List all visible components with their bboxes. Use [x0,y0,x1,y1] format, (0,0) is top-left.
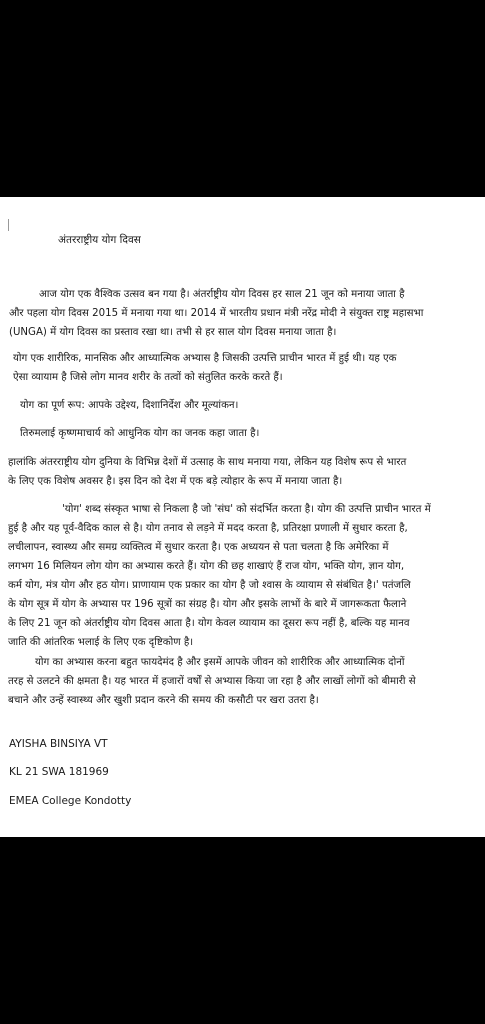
document-page [0,197,485,837]
paragraph-benefits [8,653,416,710]
paragraph-line: 'योग' शब्द संस्कृत भाषा से निकला है जो 'संघ' को संदर्भित करता है। योग की उत्पत्ति प्राचीन भारत में [62,504,431,515]
paragraph-line: के लिए एक विशेष अवसर है। इस दिन को देश में एक बड़े त्योहार के रूप में मनाया जाता है। [8,476,343,487]
register-number: KL 21 SWA 181969 [9,766,109,778]
author-name: AYISHA BINSIYA VT [9,738,108,750]
paragraph-line: हुई है और यह पूर्व-वैदिक काल से है। योग तनाव से लड़ने में मदद करता है, प्रतिरक्षा प्रणाली में सुधार करता है, [8,523,408,534]
paragraph-line: बचाने और उन्हें स्वास्थ्य और खुशी प्रदान करने की समय की कसौटी पर खरा उतरा है। [8,695,319,706]
paragraph-intro [9,285,423,342]
paragraph-line: (UNGA) में योग दिवस का प्रस्ताव रखा था। तभी से हर साल योग दिवस मनाया जाता है। [9,327,337,338]
paragraph-line: लचीलापन, स्वास्थ्य और समग्र व्यक्तित्व में सुधार करता है। एक अध्ययन से पता चलता है कि अमेरिका में [8,542,389,553]
paragraph-line: और पहला योग दिवस 2015 में मनाया गया था। 2014 में भारतीय प्रधान मंत्री नरेंद्र मोदी ने संयुक्त राष्ट्र महासभा [9,308,424,319]
paragraph-full-form [20,396,238,415]
paragraph-celebration [8,453,406,491]
paragraph-line: के लिए 21 जून को अंतर्राष्ट्रीय योग दिवस आता है। योग केवल व्यायाम का दूसरा रूप नहीं है, बल्कि यह मानव [8,618,410,629]
paragraph-line: हालांकि अंतरराष्ट्रीय योग दुनिया के विभिन्न देशों में उत्साह के साथ मनाया गया, लेकिन यह विशेष रूप से भारत [8,457,407,468]
paragraph-line: जाति की आंतरिक भलाई के लिए एक दृष्टिकोण है। [8,637,194,648]
paragraph-line: आज योग एक वैश्विक उत्सव बन गया है। अंतर्राष्ट्रीय योग दिवस हर साल 21 जून को मनाया जाता है [39,289,405,300]
paragraph-line: तिरुमलाई कृष्णमाचार्य को आधुनिक योग का जनक कहा जाता है। [20,428,260,439]
paragraph-line: योग का अभ्यास करना बहुत फायदेमंद है और इसमें आपके जीवन को शारीरिक और आध्यात्मिक दोनों [35,657,405,668]
paragraph-line: योग का पूर्ण रूप: आपके उद्देश्य, दिशानिर्देश और मूल्यांकन। [20,400,239,411]
paragraph-line: ऐसा व्यायाम है जिसे लोग मानव शरीर के तत्वों को संतुलित करके करते हैं। [13,372,283,383]
paragraph-origin [8,500,431,652]
college-name: EMEA College Kondotty [9,795,132,807]
paragraph-line: तरह से उलटने की क्षमता है। यह भारत में हजारों वर्षों से अभ्यास किया जा रहा है और लाखों लोगों को बीमारी से [8,676,416,687]
paragraph-line: कर्म योग, मंत्र योग और हठ योग। प्राणायाम एक प्रकार का योग है जो श्वास के व्यायाम से संबंधित है।' पतंजलि [8,580,411,591]
paragraph-definition [13,349,396,387]
paragraph-line: के योग सूत्र में योग के अभ्यास पर 196 सूत्रों का संग्रह है। योग और इसके लाभों के बारे में जागरूकता फैलाने [8,599,407,610]
document-title: अंतरराष्ट्रीय योग दिवस [58,234,141,246]
paragraph-father-of-yoga [20,424,259,443]
paragraph-line: योग एक शारीरिक, मानसिक और आध्यात्मिक अभ्यास है जिसकी उत्पत्ति प्राचीन भारत में हुई थी। यह एक [13,353,397,364]
text-cursor [8,219,9,231]
paragraph-line: लगभग 16 मिलियन लोग योग का अभ्यास करते हैं। योग की छह शाखाएं हैं राज योग, भक्ति योग, ज्ञान योग, [8,561,405,572]
